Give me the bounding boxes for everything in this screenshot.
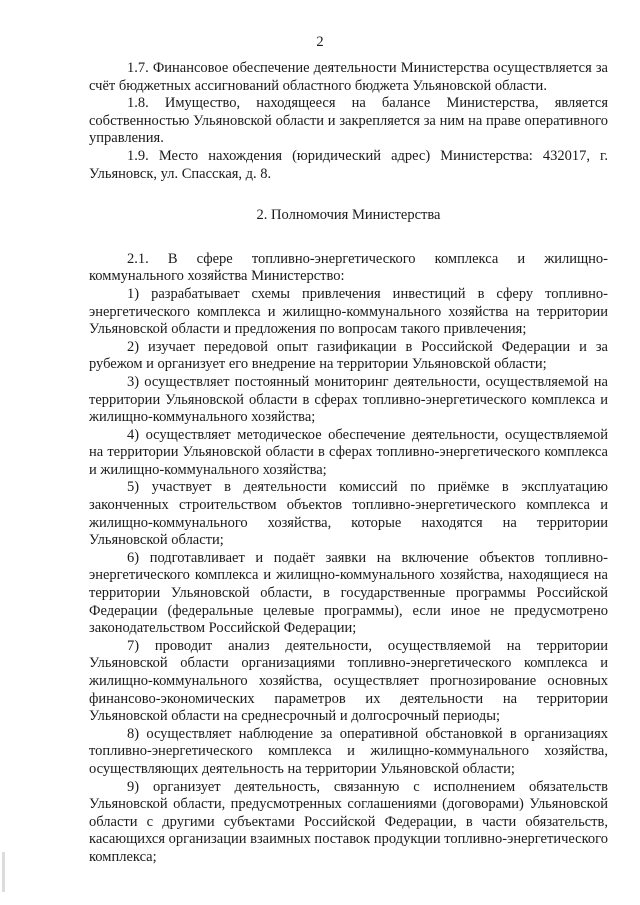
list-item-8: 8) осуществляет наблюдение за оперативной обстановкой в организациях топливно-энергетического комплекса и жилищно-коммунального хозяйства, осуществляющих деятельность на территории Ульяновской области; (89, 725, 608, 777)
page-number: 2 (316, 34, 324, 50)
list-item-1: 1) разрабатывает схемы привлечения инвестиций в сферу топливно-энергетического комплекса и жилищно-коммунального хозяйства на территории Ульяновской области и предложения по вопросам такого привлечения; (89, 285, 608, 338)
spacer (89, 183, 608, 207)
paragraph-2-1-intro: 2.1. В сфере топливно-энергетического комплекса и жилищно-коммунального хозяйства Министерство: (89, 250, 608, 285)
paragraph-1-7: 1.7. Финансовое обеспечение деятельности Министерства осуществляется за счёт бюджетных ассигнований областного бюджета Ульяновской области. (89, 60, 608, 94)
list-item-3: 3) осуществляет постоянный мониторинг деятельности, осуществляемой на территории Ульяновской области в сферах топливно-энергетического комплекса и жилищно-коммунального хозяйства; (89, 373, 608, 426)
list-item-6: 6) подготавливает и подаёт заявки на включение объектов топливно-энергетического комплекса и жилищно-коммунального хозяйства, находящиеся на территории Ульяновской области, в государственные программы Российской Федерации (федеральные целевые программы), если иное не предусмотрено законодательством Российской Федерации; (89, 549, 608, 637)
list-item-2: 2) изучает передовой опыт газификации в Российской Федерации и за рубежом и организует его внедрение на территории Ульяновской области; (89, 338, 608, 373)
list-item-9: 9) организует деятельность, связанную с исполнением обязательств Ульяновской области, предусмотренных соглашениями (договорами) Ульяновской области с другими субъектами Российской Федерации, в части обязательств, касающихся организации взаимных поставок продукции топливно-энергетического комплекса; (89, 778, 608, 865)
paragraph-1-9: 1.9. Место нахождения (юридический адрес) Министерства: 432017, г. Ульяновск, ул. Спасская, д. 8. (89, 147, 608, 182)
document-body (89, 60, 608, 867)
scan-edge-mark (2, 852, 5, 892)
paragraph-1-8: 1.8. Имущество, находящееся на балансе Министерства, является собственностью Ульяновской области и закрепляется за ним на праве оперативного управления. (89, 95, 608, 147)
list-item-4: 4) осуществляет методическое обеспечение деятельности, осуществляемой на территории Ульяновской области в сферах топливно-энергетического комплекса и жилищно-коммунального хозяйства; (89, 426, 608, 478)
section-heading: 2. Полномочия Министерства (256, 207, 441, 224)
list-item-5: 5) участвует в деятельности комиссий по приёмке в эксплуатацию законченных строительством объектов топливно-энергетического комплекса и жилищно-коммунального хозяйства, которые находятся на территории Ульяновской области; (89, 479, 608, 549)
list-item-7: 7) проводит анализ деятельности, осуществляемой на территории Ульяновской области организациями топливно-энергетического комплекса и жилищно-коммунального хозяйства, осуществляет прогнозирование основных финансово-экономических параметров их деятельности на территории Ульяновской области на среднесрочный и долгосрочный периоды; (89, 637, 608, 725)
spacer (89, 225, 608, 251)
